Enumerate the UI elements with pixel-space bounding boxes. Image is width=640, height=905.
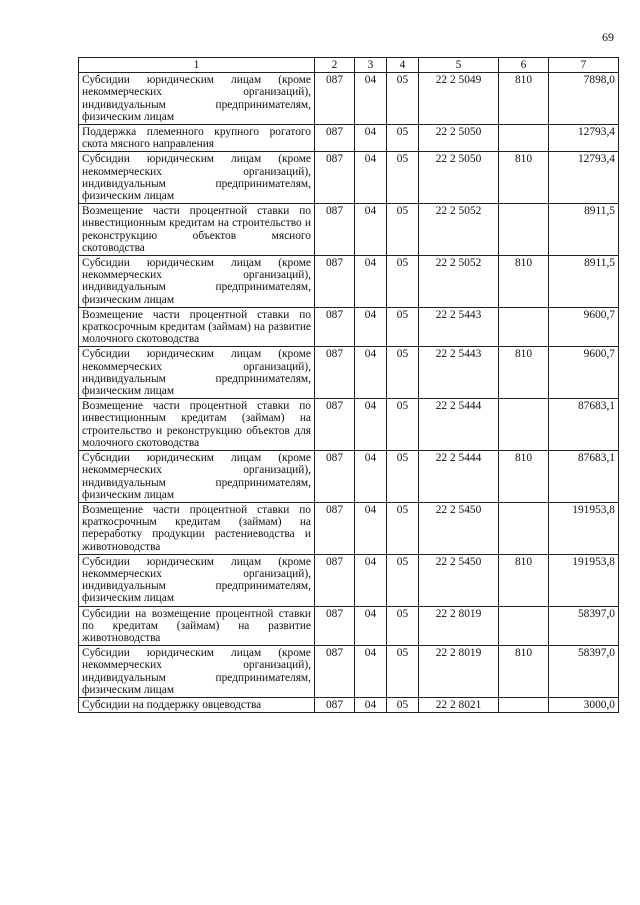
table-row [79, 554, 619, 606]
expenditure-name-cell: Возмещение части процентной ставки по инвестиционным кредитам (займам) на строительство и реконструкцию объектов для молочного скотоводства [79, 399, 315, 451]
section-cell: 04 [355, 152, 387, 204]
section-cell: 04 [355, 606, 387, 646]
table-row [79, 451, 619, 503]
target-article-cell: 22 2 5052 [419, 204, 499, 256]
expenditure-name-cell: Субсидии юридическим лицам (кроме некоммерческих организаций), индивидуальным предпринимателям, физическим лицам [79, 451, 315, 503]
amount-cell: 87683,1 [549, 451, 619, 503]
target-article-cell: 22 2 8019 [419, 606, 499, 646]
amount-cell: 9600,7 [549, 347, 619, 399]
expense-type-cell: 810 [499, 347, 549, 399]
table-row [79, 606, 619, 646]
target-article-cell: 22 2 5050 [419, 125, 499, 152]
section-cell: 04 [355, 399, 387, 451]
expense-type-cell [499, 204, 549, 256]
expense-type-cell: 810 [499, 646, 549, 698]
page-number: 69 [602, 30, 614, 44]
department-code-cell: 087 [315, 73, 355, 125]
section-cell: 04 [355, 451, 387, 503]
target-article-cell: 22 2 5050 [419, 152, 499, 204]
subsection-cell: 05 [387, 125, 419, 152]
table-row [79, 125, 619, 152]
table-row [79, 204, 619, 256]
department-code-cell: 087 [315, 347, 355, 399]
amount-cell: 191953,8 [549, 502, 619, 554]
target-article-cell: 22 2 5052 [419, 256, 499, 308]
expense-type-cell [499, 502, 549, 554]
expense-type-cell: 810 [499, 451, 549, 503]
section-cell: 04 [355, 256, 387, 308]
subsection-cell: 05 [387, 451, 419, 503]
expense-type-cell [499, 606, 549, 646]
table-row [79, 73, 619, 125]
table-row [79, 152, 619, 204]
department-code-cell: 087 [315, 125, 355, 152]
expenditure-name-cell: Поддержка племенного крупного рогатого скота мясного направления [79, 125, 315, 152]
target-article-cell: 22 2 5450 [419, 554, 499, 606]
amount-cell: 3000,0 [549, 697, 619, 712]
expense-type-cell [499, 399, 549, 451]
expense-type-cell: 810 [499, 152, 549, 204]
target-article-cell: 22 2 8019 [419, 646, 499, 698]
expenditure-name-cell: Возмещение части процентной ставки по краткосрочным кредитам (займам) на переработку продукции растениеводства и животноводства [79, 502, 315, 554]
target-article-cell: 22 2 8021 [419, 697, 499, 712]
expense-type-cell: 810 [499, 73, 549, 125]
expenditure-name-cell: Субсидии юридическим лицам (кроме некоммерческих организаций), индивидуальным предпринимателям, физическим лицам [79, 73, 315, 125]
expenditure-name-cell: Возмещение части процентной ставки по краткосрочным кредитам (займам) на развитие молочного скотоводства [79, 307, 315, 347]
amount-cell: 191953,8 [549, 554, 619, 606]
expense-type-cell [499, 307, 549, 347]
department-code-cell: 087 [315, 646, 355, 698]
column-header: 7 [549, 58, 619, 73]
amount-cell: 8911,5 [549, 204, 619, 256]
target-article-cell: 22 2 5443 [419, 347, 499, 399]
column-header: 3 [355, 58, 387, 73]
section-cell: 04 [355, 554, 387, 606]
amount-cell: 58397,0 [549, 646, 619, 698]
section-cell: 04 [355, 502, 387, 554]
section-cell: 04 [355, 73, 387, 125]
expense-type-cell [499, 697, 549, 712]
column-header: 1 [79, 58, 315, 73]
section-cell: 04 [355, 125, 387, 152]
department-code-cell: 087 [315, 502, 355, 554]
subsection-cell: 05 [387, 697, 419, 712]
department-code-cell: 087 [315, 204, 355, 256]
table-row [79, 697, 619, 712]
table-row [79, 646, 619, 698]
department-code-cell: 087 [315, 697, 355, 712]
expense-type-cell: 810 [499, 554, 549, 606]
expenditure-name-cell: Субсидии юридическим лицам (кроме некоммерческих организаций), индивидуальным предпринимателям, физическим лицам [79, 554, 315, 606]
amount-cell: 12793,4 [549, 125, 619, 152]
amount-cell: 58397,0 [549, 606, 619, 646]
target-article-cell: 22 2 5444 [419, 399, 499, 451]
subsection-cell: 05 [387, 646, 419, 698]
subsection-cell: 05 [387, 204, 419, 256]
expense-type-cell: 810 [499, 256, 549, 308]
column-header: 4 [387, 58, 419, 73]
expenditure-name-cell: Субсидии на возмещение процентной ставки по кредитам (займам) на развитие животноводства [79, 606, 315, 646]
expense-type-cell [499, 125, 549, 152]
department-code-cell: 087 [315, 399, 355, 451]
subsection-cell: 05 [387, 606, 419, 646]
expenditure-name-cell: Субсидии юридическим лицам (кроме некоммерческих организаций), индивидуальным предпринимателям, физическим лицам [79, 152, 315, 204]
table-row [79, 307, 619, 347]
expenditure-name-cell: Субсидии юридическим лицам (кроме некоммерческих организаций), индивидуальным предпринимателям, физическим лицам [79, 347, 315, 399]
section-cell: 04 [355, 347, 387, 399]
table-row [79, 256, 619, 308]
column-header: 6 [499, 58, 549, 73]
expenditure-name-cell: Субсидии юридическим лицам (кроме некоммерческих организаций), индивидуальным предпринимателям, физическим лицам [79, 256, 315, 308]
amount-cell: 9600,7 [549, 307, 619, 347]
column-header: 5 [419, 58, 499, 73]
target-article-cell: 22 2 5450 [419, 502, 499, 554]
amount-cell: 7898,0 [549, 73, 619, 125]
table-row [79, 399, 619, 451]
budget-table [78, 57, 619, 713]
section-cell: 04 [355, 204, 387, 256]
column-header: 2 [315, 58, 355, 73]
target-article-cell: 22 2 5443 [419, 307, 499, 347]
department-code-cell: 087 [315, 554, 355, 606]
department-code-cell: 087 [315, 606, 355, 646]
table-row [79, 502, 619, 554]
subsection-cell: 05 [387, 502, 419, 554]
section-cell: 04 [355, 697, 387, 712]
section-cell: 04 [355, 646, 387, 698]
expenditure-name-cell: Субсидии на поддержку овцеводства [79, 697, 315, 712]
subsection-cell: 05 [387, 347, 419, 399]
target-article-cell: 22 2 5444 [419, 451, 499, 503]
column-number-row [79, 58, 619, 73]
target-article-cell: 22 2 5049 [419, 73, 499, 125]
department-code-cell: 087 [315, 152, 355, 204]
expenditure-name-cell: Возмещение части процентной ставки по инвестиционным кредитам на строительство и реконструкцию объектов мясного скотоводства [79, 204, 315, 256]
table-row [79, 347, 619, 399]
subsection-cell: 05 [387, 554, 419, 606]
expenditure-name-cell: Субсидии юридическим лицам (кроме некоммерческих организаций), индивидуальным предпринимателям, физическим лицам [79, 646, 315, 698]
subsection-cell: 05 [387, 256, 419, 308]
amount-cell: 87683,1 [549, 399, 619, 451]
department-code-cell: 087 [315, 451, 355, 503]
section-cell: 04 [355, 307, 387, 347]
subsection-cell: 05 [387, 73, 419, 125]
amount-cell: 12793,4 [549, 152, 619, 204]
subsection-cell: 05 [387, 399, 419, 451]
department-code-cell: 087 [315, 307, 355, 347]
subsection-cell: 05 [387, 307, 419, 347]
amount-cell: 8911,5 [549, 256, 619, 308]
department-code-cell: 087 [315, 256, 355, 308]
subsection-cell: 05 [387, 152, 419, 204]
